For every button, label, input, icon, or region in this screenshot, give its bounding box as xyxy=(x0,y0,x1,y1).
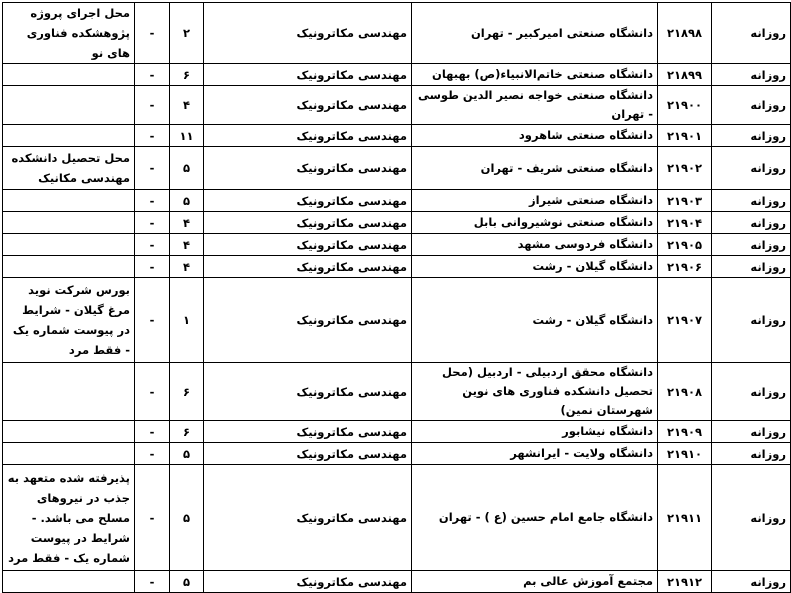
university-cell: دانشگاه صنعتی نوشیروانی بابل xyxy=(412,212,658,234)
field-cell: مهندسی مکاترونیک xyxy=(204,147,412,190)
period-cell: روزانه xyxy=(712,256,791,278)
extra-cell: - xyxy=(135,3,170,64)
note-cell xyxy=(3,571,135,593)
table-row xyxy=(3,363,791,421)
field-cell: مهندسی مکاترونیک xyxy=(204,363,412,421)
table-row xyxy=(3,278,791,363)
code-cell: ۲۱۹۰۳ xyxy=(658,190,712,212)
extra-cell: - xyxy=(135,86,170,125)
table-row xyxy=(3,571,791,593)
table-row xyxy=(3,3,791,64)
capacity-cell: ۱ xyxy=(170,278,204,363)
note-cell xyxy=(3,212,135,234)
period-cell: روزانه xyxy=(712,64,791,86)
extra-cell: - xyxy=(135,64,170,86)
note-cell: پذیرفته شده متعهد به جذب در نیروهای مسلح می باشد. - شرایط در پیوست شماره یک - فقط مرد xyxy=(3,465,135,571)
extra-cell: - xyxy=(135,421,170,443)
period-cell: روزانه xyxy=(712,278,791,363)
code-cell: ۲۱۹۰۰ xyxy=(658,86,712,125)
code-cell: ۲۱۹۰۲ xyxy=(658,147,712,190)
university-cell: دانشگاه گیلان - رشت xyxy=(412,256,658,278)
table-row xyxy=(3,234,791,256)
code-cell: ۲۱۹۱۲ xyxy=(658,571,712,593)
note-cell xyxy=(3,363,135,421)
table-row xyxy=(3,64,791,86)
extra-cell: - xyxy=(135,256,170,278)
note-cell xyxy=(3,443,135,465)
capacity-cell: ۵ xyxy=(170,465,204,571)
capacity-cell: ۵ xyxy=(170,443,204,465)
capacity-cell: ۶ xyxy=(170,421,204,443)
university-cell: دانشگاه صنعتی شیراز xyxy=(412,190,658,212)
field-cell: مهندسی مکاترونیک xyxy=(204,125,412,147)
field-cell: مهندسی مکاترونیک xyxy=(204,421,412,443)
period-cell: روزانه xyxy=(712,363,791,421)
university-cell: دانشگاه گیلان - رشت xyxy=(412,278,658,363)
period-cell: روزانه xyxy=(712,421,791,443)
period-cell: روزانه xyxy=(712,234,791,256)
university-cell: دانشگاه صنعتی امیرکبیر - تهران xyxy=(412,3,658,64)
university-cell: دانشگاه جامع امام حسین (ع ) - تهران xyxy=(412,465,658,571)
capacity-cell: ۵ xyxy=(170,571,204,593)
code-cell: ۲۱۹۱۱ xyxy=(658,465,712,571)
field-cell: مهندسی مکاترونیک xyxy=(204,256,412,278)
table-row xyxy=(3,421,791,443)
extra-cell: - xyxy=(135,125,170,147)
table-row xyxy=(3,212,791,234)
capacity-cell: ۶ xyxy=(170,64,204,86)
note-cell xyxy=(3,125,135,147)
code-cell: ۲۱۹۰۶ xyxy=(658,256,712,278)
extra-cell: - xyxy=(135,147,170,190)
period-cell: روزانه xyxy=(712,147,791,190)
capacity-cell: ۵ xyxy=(170,147,204,190)
code-cell: ۲۱۹۰۸ xyxy=(658,363,712,421)
note-cell: محل تحصیل دانشکده مهندسی مکانیک xyxy=(3,147,135,190)
code-cell: ۲۱۹۰۹ xyxy=(658,421,712,443)
period-cell: روزانه xyxy=(712,443,791,465)
university-cell: مجتمع آموزش عالی بم xyxy=(412,571,658,593)
field-cell: مهندسی مکاترونیک xyxy=(204,234,412,256)
university-cell: دانشگاه صنعتی شریف - تهران xyxy=(412,147,658,190)
extra-cell: - xyxy=(135,278,170,363)
field-cell: مهندسی مکاترونیک xyxy=(204,571,412,593)
table-row xyxy=(3,465,791,571)
code-cell: ۲۱۸۹۹ xyxy=(658,64,712,86)
university-cell: دانشگاه ولایت - ایرانشهر xyxy=(412,443,658,465)
field-cell: مهندسی مکاترونیک xyxy=(204,190,412,212)
extra-cell: - xyxy=(135,571,170,593)
university-cell: دانشگاه صنعتی خاتم‌الانبیاء(ص) بهبهان xyxy=(412,64,658,86)
university-cell: دانشگاه صنعتی شاهرود xyxy=(412,125,658,147)
university-cell: دانشگاه فردوسی مشهد xyxy=(412,234,658,256)
period-cell: روزانه xyxy=(712,465,791,571)
capacity-cell: ۶ xyxy=(170,363,204,421)
period-cell: روزانه xyxy=(712,3,791,64)
extra-cell: - xyxy=(135,190,170,212)
admissions-table xyxy=(2,2,791,593)
capacity-cell: ۴ xyxy=(170,256,204,278)
period-cell: روزانه xyxy=(712,212,791,234)
extra-cell: - xyxy=(135,234,170,256)
field-cell: مهندسی مکاترونیک xyxy=(204,278,412,363)
table-row xyxy=(3,190,791,212)
capacity-cell: ۴ xyxy=(170,86,204,125)
table-row xyxy=(3,147,791,190)
capacity-cell: ۴ xyxy=(170,212,204,234)
code-cell: ۲۱۹۱۰ xyxy=(658,443,712,465)
note-cell xyxy=(3,86,135,125)
table-row xyxy=(3,256,791,278)
code-cell: ۲۱۹۰۵ xyxy=(658,234,712,256)
note-cell xyxy=(3,256,135,278)
period-cell: روزانه xyxy=(712,125,791,147)
university-cell: دانشگاه صنعتی خواجه نصیر الدین طوسی - تهران xyxy=(412,86,658,125)
period-cell: روزانه xyxy=(712,86,791,125)
field-cell: مهندسی مکاترونیک xyxy=(204,64,412,86)
extra-cell: - xyxy=(135,212,170,234)
university-cell: دانشگاه محقق اردبیلی - اردبیل (محل تحصیل دانشکده فناوری های نوین شهرستان نمین) xyxy=(412,363,658,421)
note-cell xyxy=(3,190,135,212)
note-cell xyxy=(3,64,135,86)
university-cell: دانشگاه نیشابور xyxy=(412,421,658,443)
capacity-cell: ۴ xyxy=(170,234,204,256)
note-cell xyxy=(3,234,135,256)
code-cell: ۲۱۹۰۱ xyxy=(658,125,712,147)
extra-cell: - xyxy=(135,465,170,571)
code-cell: ۲۱۹۰۷ xyxy=(658,278,712,363)
capacity-cell: ۱۱ xyxy=(170,125,204,147)
extra-cell: - xyxy=(135,363,170,421)
table-row xyxy=(3,125,791,147)
field-cell: مهندسی مکاترونیک xyxy=(204,3,412,64)
code-cell: ۲۱۸۹۸ xyxy=(658,3,712,64)
field-cell: مهندسی مکاترونیک xyxy=(204,465,412,571)
code-cell: ۲۱۹۰۴ xyxy=(658,212,712,234)
note-cell: محل اجرای پروژه پژوهشکده فناوری های نو xyxy=(3,3,135,64)
field-cell: مهندسی مکاترونیک xyxy=(204,86,412,125)
extra-cell: - xyxy=(135,443,170,465)
table-row xyxy=(3,443,791,465)
period-cell: روزانه xyxy=(712,190,791,212)
note-cell xyxy=(3,421,135,443)
note-cell: بورس شرکت نوید مرغ گیلان - شرایط در پیوست شماره یک - فقط مرد xyxy=(3,278,135,363)
capacity-cell: ۲ xyxy=(170,3,204,64)
capacity-cell: ۵ xyxy=(170,190,204,212)
period-cell: روزانه xyxy=(712,571,791,593)
field-cell: مهندسی مکاترونیک xyxy=(204,212,412,234)
table-row xyxy=(3,86,791,125)
field-cell: مهندسی مکاترونیک xyxy=(204,443,412,465)
